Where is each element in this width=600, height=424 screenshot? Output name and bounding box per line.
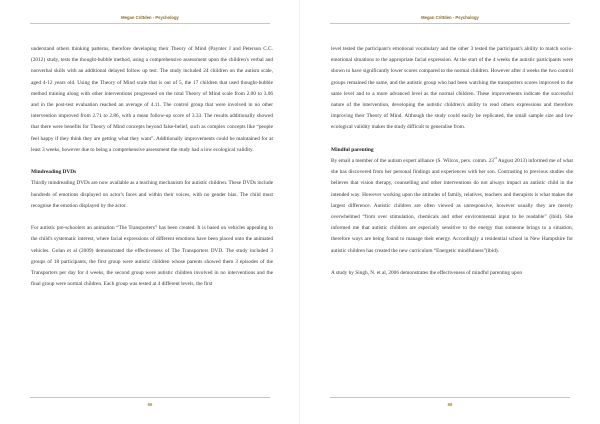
footer-rule (330, 397, 570, 398)
header-rule (30, 23, 270, 24)
ordinal-suffix: rd (493, 156, 497, 161)
body-paragraph: level tested the participant's emotional vocabulary and the other 3 tested the participant's ability to match socio-emotional situations to the appropriate facial expression. At the start of the 4 weeks the autistic participants were shown to have significantly lower scores compared to the normal children. However after 4 weeks the two control groups remained the same, and the autistic group who had been watching the transporters scores improved to the same level and to a more advanced level as the normal children. These improvements indicate the successful nature of the intervention, developing the autistic children's ability to read others expressions and therefore improving their Theory of Mind. Although the study could easily be replicated, the small sample size and low ecological validity makes the study difficult to generalise from. (331, 46, 573, 131)
page-number: 65 (147, 402, 153, 407)
footer-rule (30, 397, 270, 398)
body-paragraph: For autistic pre-schoolers an animation “The Transporters” has been created. It is based on vehicles appealing to the child's systematic interest, where facial expressions of different emotions have been placed onto the animated vehicles. Golan et al (2009) demonstrated the effectiveness of The Transporters DVD. The study included 3 groups of 18 participants, the first group were autistic children whose parents showed them 3 episodes of the Transporters per day for 4 weeks, the second group were autistic children involved in no interventions and the final group were normal children. Each group was tested at 4 different levels, the first (31, 225, 273, 288)
section-heading: Mindreading DVDs (31, 169, 77, 176)
left-page-body (31, 44, 273, 290)
section-heading: Mindful parenting (331, 146, 374, 153)
body-paragraph: Thirdly mindreading DVDs are now available as a teaching mechanism for autistic children. These DVDs include hundreds of emotions displayed on actor's faces and within their voices, with no gender bias. The child must recognise the emotion displayed by the actor. (31, 180, 273, 209)
body-paragraph (331, 156, 573, 257)
body-paragraph: understand others thinking patterns, therefore developing their Theory of Mind (Paynter J and Peterson C.C. (2012) study, tests the thought-bubble method, using a comprehensive assessment upon the children's verbal and nonverbal skills with an additional delayed follow up test. The study included 24 children on the autism scale, aged 4-12 years old. Using the Theory of Mind scale that is out of 5, the 17 children that used thought-bubble method training along with other interventions progressed on the total Theory of Mind scale from 2.00 to 3.06 and in the post-test evaluation reached an average of 4.11. The control group that were involved in no other intervention improved from 2.71 to 2.86, with a mean follow-up score of 3.33. The results additionally showed that there were benefits for Theory of Mind concepts beyond false-belief, such as complex concepts like “people feel happy if they think they are getting what they want”. Additionally improvements could be maintained for at least 3 weeks, however due to being a comprehensive assessment the study had a low ecological validity. (31, 46, 273, 153)
running-head: Megan Crittden - Psychology (121, 15, 179, 20)
right-page (300, 0, 600, 424)
body-paragraph: A study by Singh, N. et al, 2006 demonstrates the effectiveness of mindful parenting upon (331, 270, 522, 277)
header-rule (330, 23, 570, 24)
running-head: Megan Crittden - Psychology (421, 15, 479, 20)
page-number: 66 (447, 402, 453, 407)
right-page-body (331, 44, 573, 279)
paragraph-text: August 2013) informed me of what she has discovered from her personal findings and experiences with her son. Contrasting to previous studies she believes that vision therapy, counselling and other interventions do not always impact an autistic child in the intended way. However working upon the attitudes of family, relatives, teachers and therapists is what makes the largest difference. Autistic children are often viewed as unresponsive, however usually they are merely overwhelmed “from over stimulation, chemicals and other environmental input to be readable” (ibid). She informed me that autistic children are especially sensitive to the energy that someone brings to a situation, therefore ways are being found to manage their energy. Accordingly a residential school in New Hampshire for autistic children has created the new curriculum “Energetic mindfulness”(ibid). (331, 158, 573, 254)
paragraph-text: By email a member of the autism expert alliance (S. Wilcox, pers. comm. 23 (331, 158, 494, 165)
